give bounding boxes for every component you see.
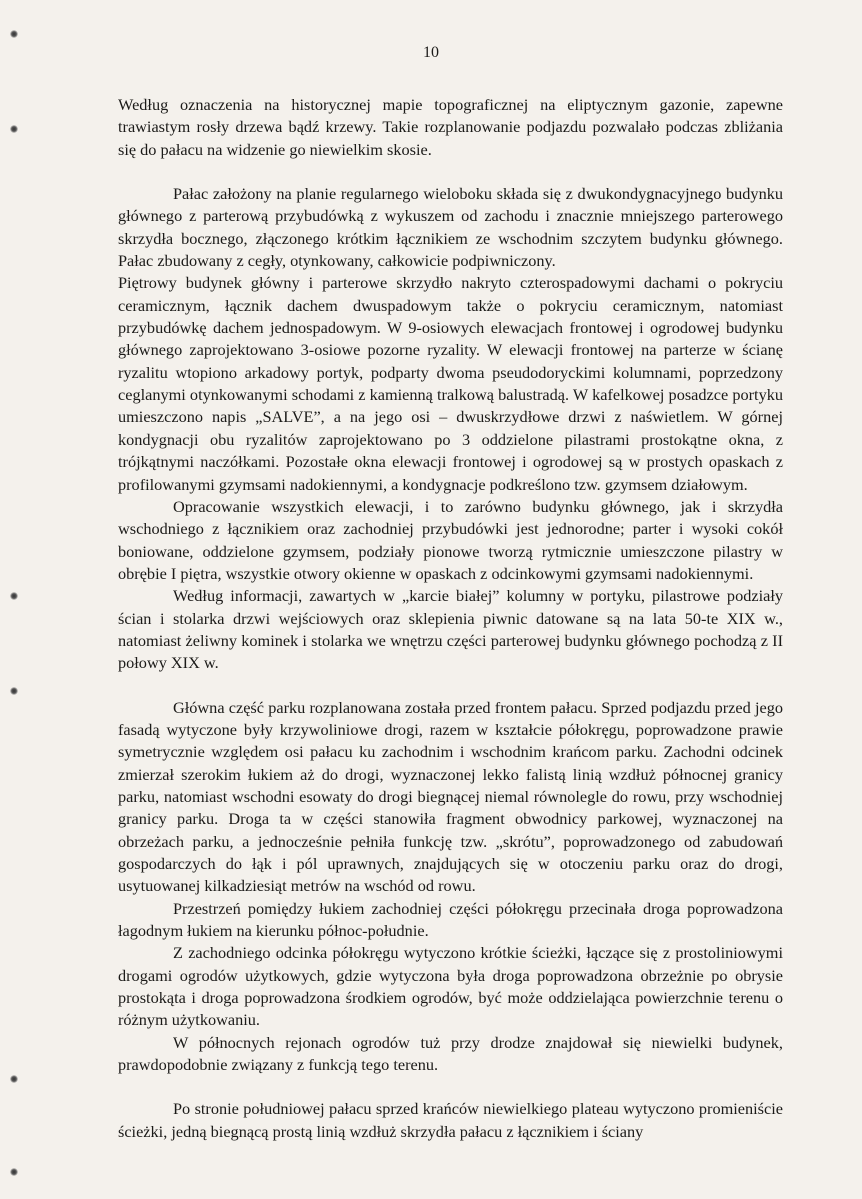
punch-hole-mark xyxy=(10,687,18,695)
paragraph: W północnych rejonach ogrodów tuż przy drodze znajdował się niewielki budynek, prawdopodobnie związany z funkcją tego terenu. xyxy=(118,1032,783,1075)
paragraph: Pałac założony na planie regularnego wieloboku składa się z dwukondygnacyjnego budynku głównego z parterową przybudówką z wykuszem od zachodu i znacznie mniejszego parterowego skrzydła bocznego, złączonego krótkim łącznikiem ze wschodnim szczytem budynku głównego. Pałac zbudowany z cegły, otynkowany, całkowicie podpiwniczony. xyxy=(118,184,783,271)
paragraph: Piętrowy budynek główny i parterowe skrzydło nakryto czterospadowymi dachami o pokryciu ceramicznym, łącznik dachem dwuspadowym także o pokryciu ceramicznym, natomiast przybudówkę dachem jednospadowym. W 9-osiowych elewacjach frontowej i ogrodowej budynku głównego zaprojektowano 3-osiowe pozorne ryzality. W elewacji frontowej na parterze w ścianę ryzalitu wtopiono arkadowy portyk, podparty dwoma pseudodoryckimi kolumnami, poprzedzony ceglanymi otynkowanymi schodami z kamienną tralkową balustradą. W kafelkowej posadzce portyku umieszczono napis „SALVE”, a na jego osi – dwuskrzydłowe drzwi z naświetlem. W górnej kondygnacji obu ryzalitów zaprojektowano po 3 oddzielone pilastrami prostokątne okna, z trójkątnymi naczółkami. Pozostałe okna elewacji frontowej i ogrodowej są w prostych opaskach z profilowanymi gzymsami nadokiennymi, a kondygnacje podkreślono tzw. gzymsem działowym. xyxy=(118,273,783,494)
punch-hole-mark xyxy=(10,592,18,600)
paragraph: Po stronie południowej pałacu sprzed krańców niewielkiego plateau wytyczono promieniście ścieżki, jedną biegnącą prostą linią wzdłuż skrzydła pałacu z łącznikiem i ściany xyxy=(118,1099,783,1141)
page-number: 10 xyxy=(423,44,439,61)
punch-hole-mark xyxy=(10,1168,18,1176)
paragraph: Według informacji, zawartych w „karcie białej” kolumny w portyku, pilastrowe podziały ścian i stolarka drzwi wejściowych oraz sklepienia piwnic datowane są na lata 50-te XIX w., natomiast żeliwny kominek i stolarka we wnętrzu części parterowej budynku głównego pochodzą z II połowy XIX w. xyxy=(118,586,783,673)
paragraph: Według oznaczenia na historycznej mapie topograficznej na eliptycznym gazonie, zapewne trawiastym rosły drzewa bądź krzewy. Takie rozplanowanie podjazdu pozwalało podczas zbliżania się do pałacu na widzenie go niewielkim skosie. xyxy=(118,95,783,159)
punch-hole-mark xyxy=(10,30,18,38)
punch-hole-mark xyxy=(10,125,18,133)
document-body xyxy=(118,94,783,1143)
paragraph: Z zachodniego odcinka półokręgu wytyczono krótkie ścieżki, łączące się z prostoliniowymi drogami ogrodów użytkowych, gdzie wytyczona była droga poprowadzona obrzeżnie po obrysie prostokąta i droga poprowadzona środkiem ogrodów, być może oddzielająca powierzchnie terenu o różnym użytkowaniu. xyxy=(118,943,783,1030)
punch-hole-mark xyxy=(10,1075,18,1083)
paragraph: Przestrzeń pomiędzy łukiem zachodniej części półokręgu przecinała droga poprowadzona łagodnym łukiem na kierunku północ-południe. xyxy=(118,898,783,941)
paragraph: Główna część parku rozplanowana została przed frontem pałacu. Sprzed podjazdu przed jego fasadą wytyczone były krzywoliniowe drogi, razem w kształcie półokręgu, poprowadzone prawie symetrycznie względem osi pałacu ku zachodnim i wschodnim krańcom parku. Zachodni odcinek zmierzał szerokim łukiem aż do drogi, wyznaczonej lekko falistą linią wzdłuż północnej granicy parku, natomiast wschodni esowaty do drogi biegnącej niemal równolegle do rowu, przy wschodniej granicy parku. Droga ta w części stanowiła fragment obwodnicy parkowej, wyznaczonej na obrzeżach parku, a jednocześnie pełniła funkcję tzw. „skrótu”, poprowadzonego od zabudowań gospodarczych do łąk i pól uprawnych, znajdujących się w otoczeniu parku oraz do drogi, usytuowanej kilkadziesiąt metrów na wschód od rowu. xyxy=(118,697,783,896)
paragraph: Opracowanie wszystkich elewacji, i to zarówno budynku głównego, jak i skrzydła wschodniego z łącznikiem oraz zachodniej przybudówki jest jednorodne; parter i wysoki cokół boniowane, oddzielone gzymsem, podziały pionowe tworzą rytmicznie umieszczone pilastry w obrębie I piętra, wszystkie otwory okienne w opaskach z odcinkowymi gzymsami nadokiennymi. xyxy=(118,496,783,583)
